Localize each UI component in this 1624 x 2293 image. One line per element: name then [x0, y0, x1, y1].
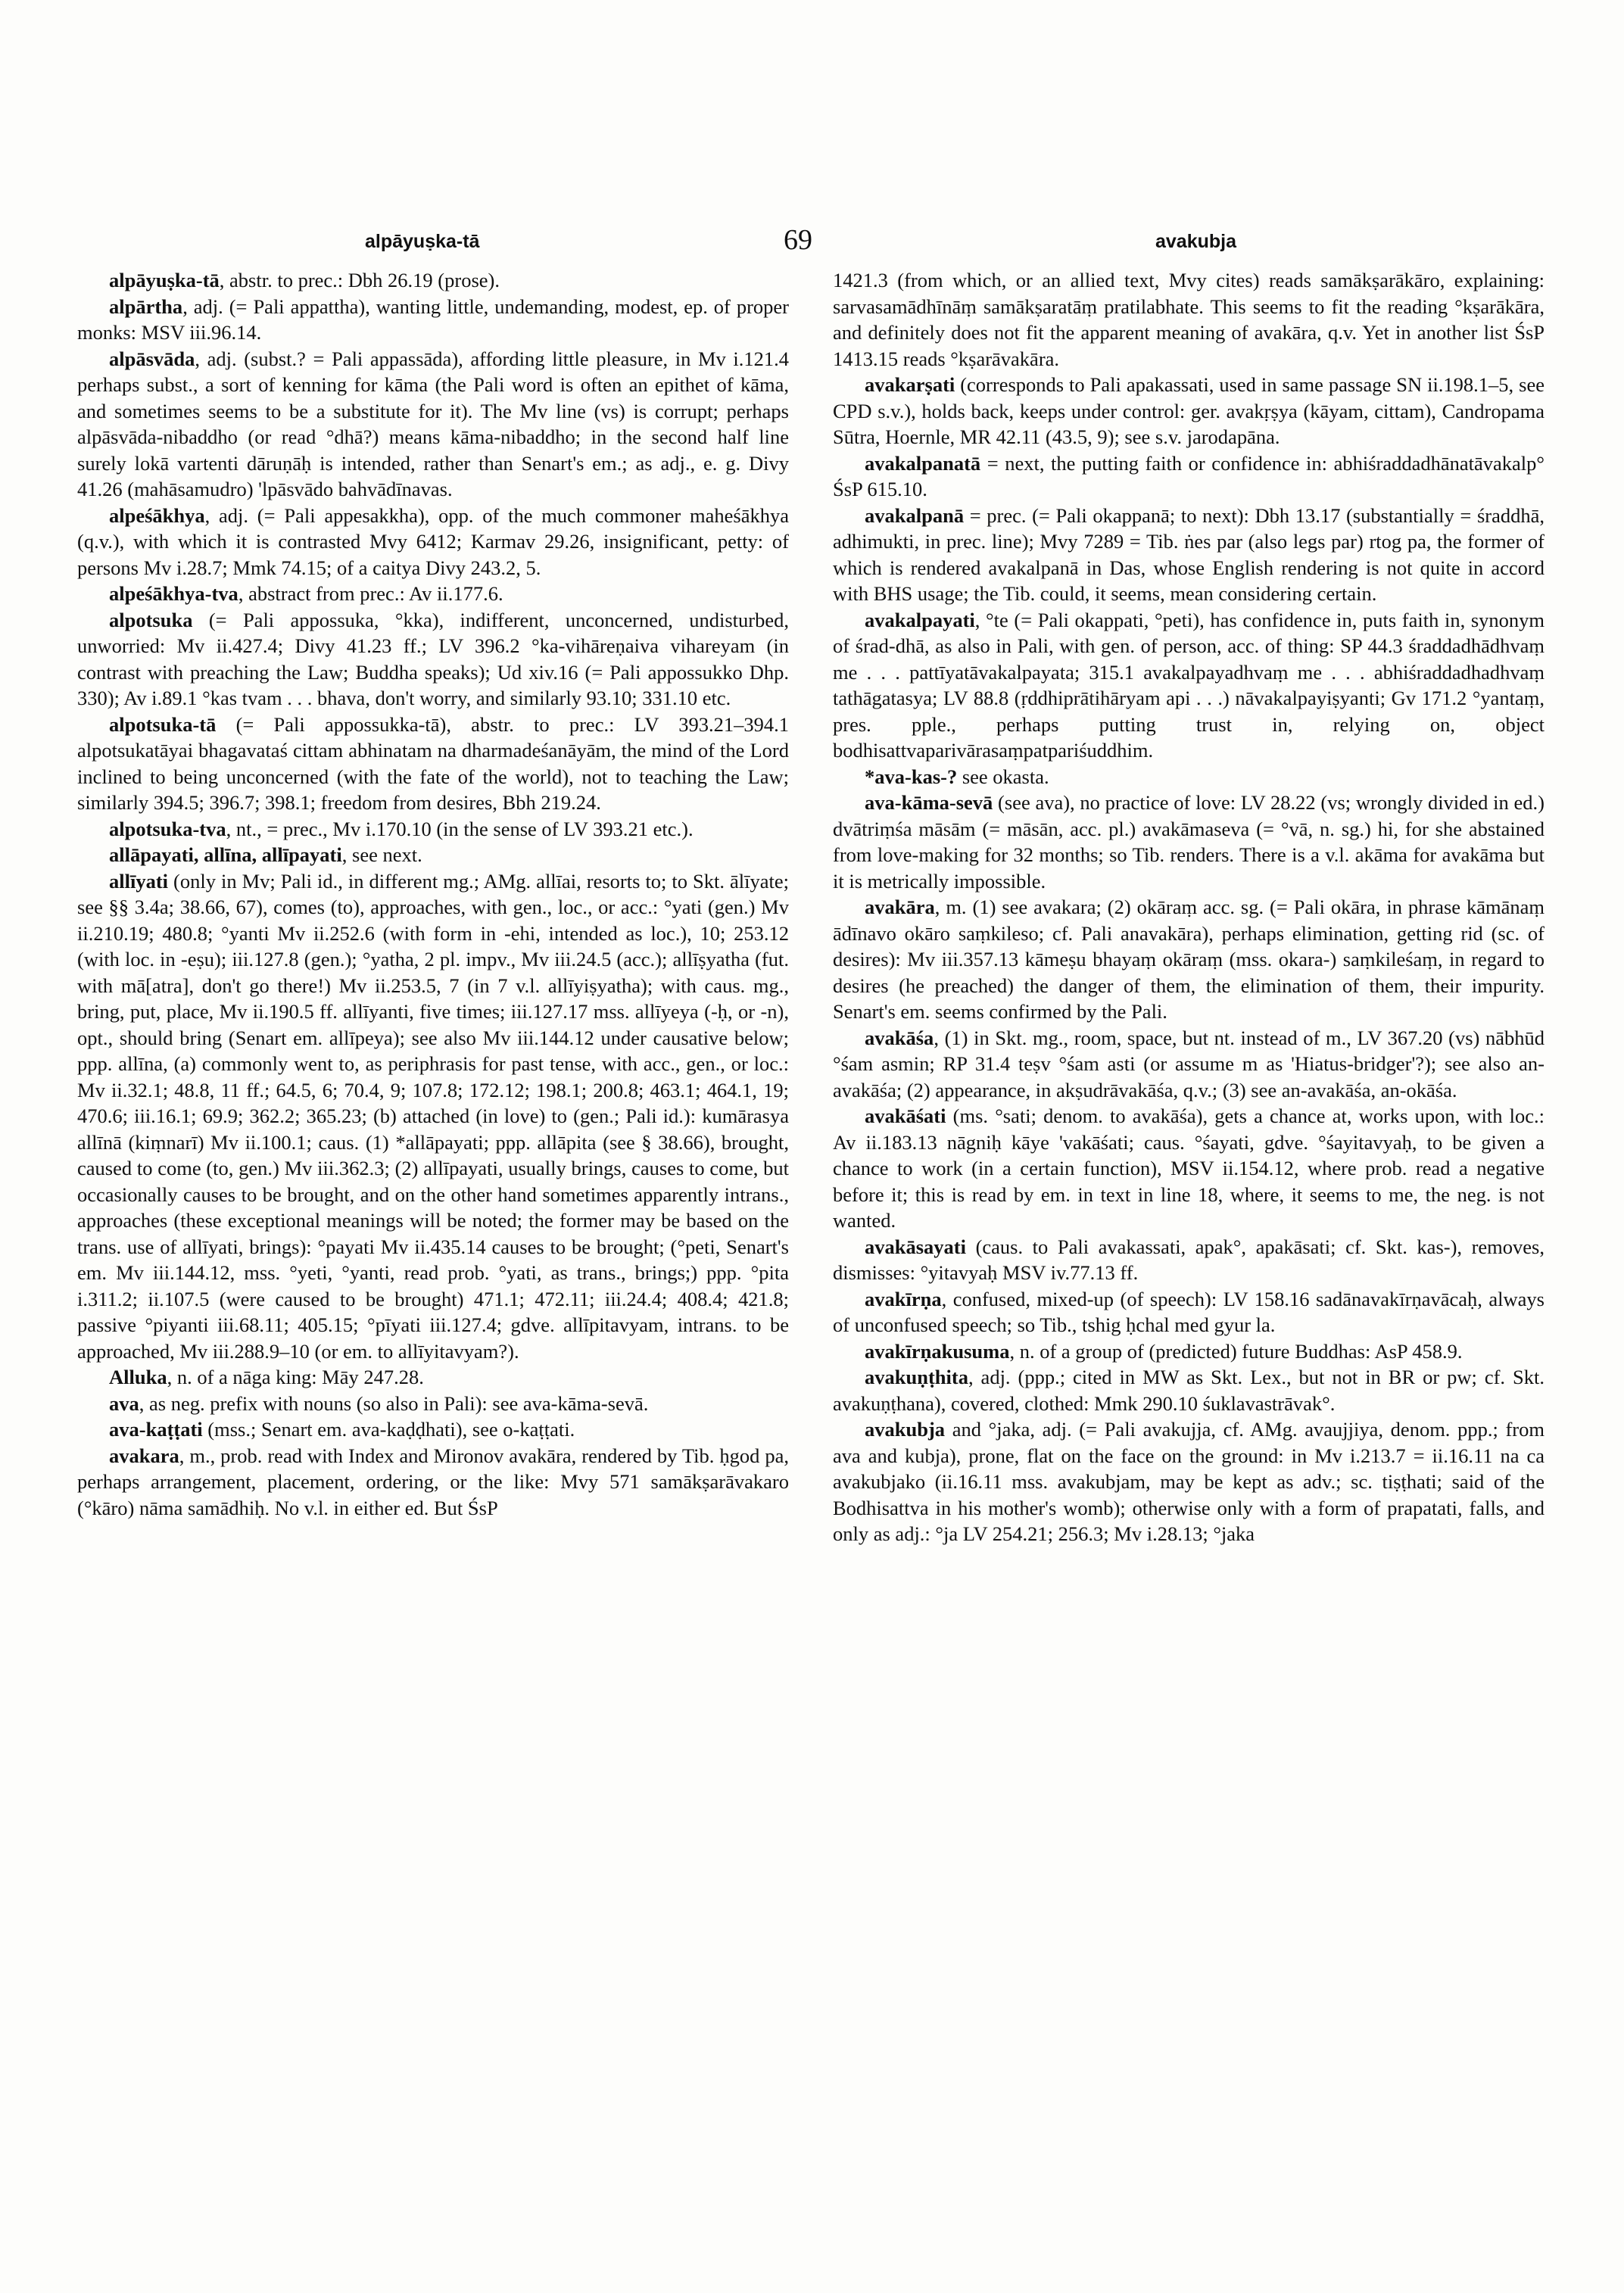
dictionary-entry — [77, 1416, 789, 1443]
dictionary-entry — [77, 1443, 789, 1522]
entry-body: , confused, mixed-up (of speech): LV 158.16 sadānavakīrṇavācaḥ, always of unconfused speech; so Tib., tshig ḥchal med gyur la. — [833, 1287, 1545, 1336]
dictionary-entry — [833, 1286, 1545, 1338]
entry-body: , as neg. prefix with nouns (so also in Pali): see ava-kāma-sevā. — [139, 1391, 649, 1415]
dictionary-entry — [77, 1391, 789, 1417]
entry-body: , m. (1) see avakara; (2) okāraṃ acc. sg. (= Pali okāra, in phrase kāmānaṃ ādīnavo okāro saṃkileso; cf. Pali anavakāra), perhaps elimination, getting rid (sc. of desires): Mv iii.357.13 kāmeṣu bhayaṃ okāraṃ (mss. okara-) saṃkileśaṃ, in regard to desires (he preached) the danger of them, the elimination of them, their impurity. Senart's em. seems confirmed by the Pali. — [833, 896, 1545, 1023]
entry-body: see okasta. — [957, 765, 1049, 788]
dictionary-entry — [77, 607, 789, 712]
dictionary-entry — [833, 764, 1545, 790]
entry-body: , (1) in Skt. mg., room, space, but nt. instead of m., LV 367.20 (vs) nābhūd °śam asmin; RP 31.4 teṣv °śam asti (or assume m as 'Hiatus-bridger'?); see also an-avakāśa; (2) appearance, in akṣudrāvakāśa, q.v.; (3) see an-avakāśa, an-okāśa. — [833, 1026, 1545, 1101]
entry-headword: *ava-kas-? — [865, 765, 958, 788]
entry-body: (mss.; Senart em. ava-kaḍḍhati), see o-kaṭṭati. — [202, 1418, 575, 1441]
entry-headword: Alluka — [109, 1366, 167, 1388]
entry-headword: avakalpanā — [865, 503, 965, 527]
entry-headword: avakāśa — [865, 1026, 934, 1049]
entry-headword: alpāyuṣka-tā — [109, 269, 220, 291]
entry-body: (= Pali appossuka, °kka), indifferent, unconcerned, undisturbed, unworried: Mv ii.427.4; Divy 41.23 ff.; LV 396.2 °ka-vihāreṇaiva vihareyam (in contrast with preaching the Law; Buddha speaks); Ud xiv.16 (= Pali appossukko Dhp. 330); Av i.89.1 °kas tvam . . . bhava, don't worry, and similarly 93.10; 331.10 etc. — [77, 608, 789, 709]
dictionary-entry — [77, 294, 789, 346]
dictionary-entry — [77, 816, 789, 843]
entry-headword: alpotsuka-tā — [109, 712, 217, 736]
entry-body: (caus. to Pali avakassati, apak°, apakāsati; cf. Skt. kas-), removes, dismisses: °yitavyaḥ MSV iv.77.13 ff. — [833, 1235, 1545, 1284]
entry-body: (only in Mv; Pali id., in different mg.; AMg. allīai, resorts to; to Skt. ālīyate; see §§ 3.4a; 38.66, 67), comes (to), approaches, with gen., loc., or acc.: °yati (gen.) Mv ii.210.19; 480.8; °yanti Mv ii.252.6 (with form in -ehi, intended as loc.), 10; 253.12 (with loc. in -eṣu); iii.127.8 (gen.); °yatha, 2 pl. impv., Mv iii.24.5 (acc.); allīṣyatha (fut. with mā[atra], don't go there!) Mv ii.253.5, 7 (in 7 v.l. allīyiṣyatha); with caus. mg., bring, put, place, Mv ii.190.5 ff. allīyanti, five times; iii.127.17 mss. allīyeya (-ḥ, or -n), opt., should bring (Senart em. allīpeya); see also Mv iii.144.12 under causative below; ppp. allīna, (a) commonly went to, as periphrasis for past tense, with acc., gen., or loc.: Mv ii.32.1; 48.8, 11 ff.; 64.5, 6; 70.4, 9; 107.8; 172.12; 198.1; 200.8; 463.1; 464.1, 19; 470.6; iii.16.1; 69.9; 362.2; 365.23; (b) attached (in love) to (gen.; Pali id.): kumārasya allīnā (kiṃnarī) Mv ii.100.1; caus. (1) *allāpayati; ppp. allāpita (see § 38.66), brought, caused to come (to, gen.) Mv iii.362.3; (2) allīpayati, usually brings, causes to come, but occasionally causes to be brought, and on the other hand sometimes apparently intrans., approaches (these exceptional meanings will be noted; the former may be based on the trans. use of allīyati, brings): °payati Mv ii.435.14 causes to be brought; (°peti, Senart's em. Mv iii.144.12, mss. °yeti, °yanti, read prob. °yati, as trans., brings;) ppp. °pita i.311.2; ii.107.5 (were caused to be brought) 471.1; 472.11; iii.24.4; 408.4; 421.8; passive °piyanti iii.68.11; 405.15; °pīyati iii.127.4; gdve. allīpitavyam, intrans. to be approached, Mv iii.288.9–10 (or em. to allīyitavyam?). — [77, 869, 789, 1363]
entry-headword: avakīrṇakusuma — [865, 1339, 1010, 1363]
entry-headword: alpotsuka-tva — [109, 817, 226, 840]
dictionary-entry — [833, 790, 1545, 894]
dictionary-entry — [833, 607, 1545, 764]
right-column — [833, 267, 1545, 1547]
dictionary-entry — [77, 503, 789, 581]
entry-body: 1421.3 (from which, or an allied text, Mvy cites) reads samākṣarākāro, explaining: sarvasamādhīnāṃ samākṣaratāṃ pratilabhate. This seems to fit the reading °kṣarākāra, and definitely does not fit the apparent meaning of avakāra, q.v. Yet in another list ŚsP 1413.15 reads °kṣarāvakāra. — [833, 269, 1545, 370]
entry-body: , nt., = prec., Mv i.170.10 (in the sense of LV 393.21 etc.). — [226, 817, 694, 840]
entry-headword: avakāra — [865, 896, 935, 918]
dictionary-entry — [833, 1025, 1545, 1104]
dictionary-entry — [833, 1364, 1545, 1416]
dictionary-entry — [77, 868, 789, 1365]
dictionary-entry — [833, 894, 1545, 1025]
dictionary-entry — [77, 267, 789, 294]
entry-headword: alpāsvāda — [109, 347, 195, 370]
entry-body: (ms. °sati; denom. to avakāśa), gets a chance at, works upon, with loc.: Av ii.183.13 nāgniḥ kāye 'vakāśati; caus. °śayati, gdve. °śayitavyaḥ, to be given a chance to work (in a certain function), MSV ii.154.12, where prob. read a negative before it; this is read by em. in text in line 18, where, it seems to me, the neg. is not wanted. — [833, 1104, 1545, 1232]
entry-headword: avakāśati — [865, 1104, 946, 1127]
dictionary-entry — [833, 267, 1545, 372]
dictionary-entry — [833, 1338, 1545, 1365]
dictionary-entry — [833, 450, 1545, 503]
entry-body: and °jaka, adj. (= Pali avakujja, cf. AMg. avaujjiya, denom. ppp.; from ava and kubja), prone, flat on the face on the ground: in Mv i.213.7 = ii.16.11 na ca avakubjako (ii.16.11 mss. avakubjam, may be kept as adv.; sc. tiṣṭhati; said of the Bodhisattva in his mother's womb); otherwise only with a form of prapatati, falls, and only as adj.: °ja LV 254.21; 256.3; Mv i.28.13; °jaka — [833, 1418, 1545, 1545]
entry-headword: avakara — [109, 1444, 179, 1467]
entry-body: , °te (= Pali okappati, °peti), has confidence in, puts faith in, synonym of śrad-dhā, as also in Pali, with gen. of person, acc. of thing: SP 44.3 śraddadhādhvaṃ me . . . pattīyatāvakalpayata; 315.1 avakalpayadhvaṃ me . . . abhiśraddadhadhvaṃ tathāgatasya; LV 88.8 (ṛddhiprātihāryam api . . .) nāvakalpayiṣyanti; Gv 171.2 °yantaṃ, pres. pple., perhaps putting trust in, relying on, object bodhisattvaparivārasaṃpatpariśuddhim. — [833, 608, 1545, 762]
entry-body: = next, the putting faith or confidence in: abhiśraddadhānatāvakalp° ŚsP 615.10. — [833, 451, 1545, 500]
left-column — [77, 267, 789, 1521]
entry-body: (corresponds to Pali apakassati, used in same passage SN ii.198.1–5, see CPD s.v.), holds back, keeps under control: ger. avakṛṣya (kāyam, cittam), Candropama Sūtra, Hoernle, MR 42.11 (43.5, 9); see s.v. jarodapāna. — [833, 373, 1545, 448]
dictionary-entry — [833, 372, 1545, 450]
entry-body: , adj. (subst.? = Pali appassāda), affording little pleasure, in Mv i.121.4 perhaps subst., a sort of kenning for kāma (the Pali word is often an epithet of kāma, and sometimes seems to be a substitute for it). The Mv line (vs) is corrupt; perhaps alpāsvāda-nibaddho (or read °dhā?) means kāma-nibaddho; in the second half line surely lokā vartenti dāruṇāḥ is intended, rather than Senart's em.; as adj., e. g. Divy 41.26 (mahāsamudro) 'lpāsvādo bahvādīnavas. — [77, 347, 789, 500]
entry-headword: avakarṣati — [865, 373, 955, 396]
dictionary-entry — [833, 1103, 1545, 1234]
entry-headword: alpeśākhya — [109, 503, 205, 527]
entry-body: , see next. — [341, 843, 422, 866]
entry-headword: avakāsayati — [865, 1235, 966, 1258]
entry-body: , adj. (= Pali appesakkha), opp. of the much commoner maheśākhya (q.v.), with which it is contrasted Mvy 6412; Karmav 29.26, insignificant, petty: of persons Mv i.28.7; Mmk 74.15; of a caitya Divy 243.2, 5. — [77, 503, 789, 579]
dictionary-entry — [833, 1416, 1545, 1547]
entry-headword: allīyati — [109, 869, 169, 893]
entry-body: , abstr. to prec.: Dbh 26.19 (prose). — [219, 269, 500, 291]
entry-body: , adj. (ppp.; cited in MW as Skt. Lex., but not in BR or pw; cf. Skt. avakuṇṭhana), covered, clothed: Mmk 290.10 śuklavastrāvak°. — [833, 1366, 1545, 1415]
entry-headword: alpotsuka — [109, 608, 193, 631]
entry-headword: ava — [109, 1391, 139, 1415]
entry-headword: avakubja — [865, 1418, 946, 1441]
entry-body: , m., prob. read with Index and Mironov avakāra, rendered by Tib. ḥgod pa, perhaps arrangement, placement, ordering, or the like: Mvy 571 samākṣarāvakaro (°kāro) nāma samādhiḥ. No v.l. in either ed. But ŚsP — [77, 1444, 789, 1519]
dictionary-entry — [833, 1234, 1545, 1286]
entry-headword: avakalpanatā — [865, 451, 981, 475]
entry-headword: avakalpayati — [865, 608, 975, 631]
dictionary-entry — [77, 581, 789, 607]
entry-headword: alpārtha — [109, 294, 183, 318]
entry-body: = prec. (= Pali okappanā; to next): Dbh 13.17 (substantially = śraddhā, adhimukti, in prec. line); Mvy 7289 = Tib. ṅes par (also legs par) rtog pa, the former of which is rendered avakalpanā in Das, whose English rendering is not quite in accord with BHS usage; the Tib. could, it seems, mean considering certain. — [833, 503, 1545, 605]
running-head-right: avakubja — [1155, 231, 1237, 252]
dictionary-entry — [77, 346, 789, 503]
entry-headword: ava-kaṭṭati — [109, 1418, 203, 1441]
entry-body: , n. of a nāga king: Māy 247.28. — [167, 1366, 424, 1388]
entry-headword: avakuṇṭhita — [865, 1366, 968, 1388]
entry-headword: allāpayati, allīna, allīpayati — [109, 843, 342, 866]
entry-headword: ava-kāma-sevā — [865, 791, 993, 814]
entry-body: (= Pali appossukka-tā), abstr. to prec.: LV 393.21–394.1 alpotsukatāyai bhagavataś cittam abhinatam na dharmadeśanāyām, the mind of the Lord inclined to being unconcerned (with the fate of the world), not to teaching the Law; similarly 394.5; 396.7; 398.1; freedom from desires, Bbh 219.24. — [77, 712, 789, 814]
dictionary-entry — [77, 1364, 789, 1391]
page-number: 69 — [784, 224, 812, 256]
entry-headword: avakīrṇa — [865, 1287, 942, 1310]
entry-body: , adj. (= Pali appattha), wanting little, undemanding, modest, ep. of proper monks: MSV iii.96.14. — [77, 294, 789, 344]
entry-body: , n. of a group of (predicted) future Buddhas: AsP 458.9. — [1009, 1339, 1463, 1363]
entry-body: (see ava), no practice of love: LV 28.22 (vs; wrongly divided in ed.) dvātriṃśa māsām (= māsān, acc. pl.) avakāmaseva (= °vā, n. sg.) hi, for she abstained from love-making for 32 months; so Tib. renders. There is a v.l. akāma for avakāma but it is metrically impossible. — [833, 791, 1545, 893]
dictionary-entry — [77, 842, 789, 868]
dictionary-entry — [77, 712, 789, 816]
running-head-left: alpāyuṣka-tā — [365, 231, 480, 252]
dictionary-entry — [833, 503, 1545, 607]
entry-headword: alpeśākhya-tva — [109, 582, 238, 605]
entry-body: , abstract from prec.: Av ii.177.6. — [238, 582, 503, 605]
